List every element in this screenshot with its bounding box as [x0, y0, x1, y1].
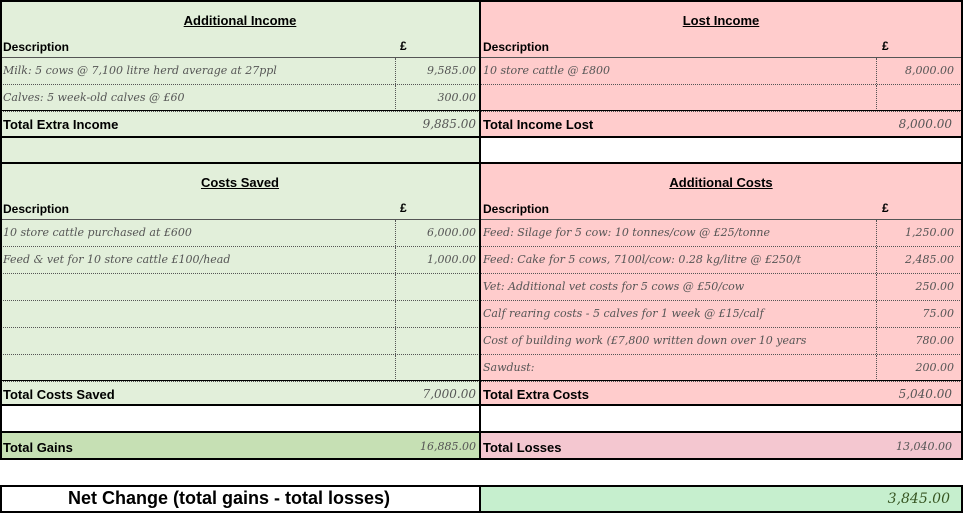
cell-divider — [876, 85, 877, 111]
total-losses-value: 13,040.00 — [896, 440, 952, 453]
row-description: Calves: 5 week-old calves @ £60 — [3, 91, 185, 104]
row-value: 1,000.00 — [427, 253, 476, 266]
total-value: 8,000.00 — [898, 117, 952, 131]
table-row — [0, 301, 480, 328]
lost-income-desc-header: Description — [483, 40, 550, 54]
spacer-row — [0, 137, 480, 163]
border-top — [0, 0, 962, 2]
cell-divider — [395, 301, 396, 327]
row-value: 300.00 — [437, 91, 476, 104]
additional-income-panel — [0, 0, 480, 137]
total-income-lost-row — [480, 112, 962, 137]
total-label: Total Income Lost — [483, 117, 594, 132]
cell-divider — [395, 58, 396, 84]
table-row — [480, 301, 962, 328]
row-description: 10 store cattle purchased at £600 — [3, 226, 192, 239]
row-value: 250.00 — [915, 280, 954, 293]
net-border-bottom — [0, 511, 962, 513]
row-description: Vet: Additional vet costs for 5 cows @ £50/cow — [483, 280, 745, 293]
total-extra-costs-row — [480, 382, 962, 405]
row-description: Calf rearing costs - 5 calves for 1 week @ £15/calf — [483, 307, 764, 320]
table-row — [0, 247, 480, 274]
border-row-5 — [0, 404, 962, 406]
cell-divider — [395, 247, 396, 273]
row-description: Feed & vet for 10 store cattle £100/head — [3, 253, 231, 266]
total-gains-bar — [0, 432, 480, 459]
border-right — [961, 0, 963, 460]
border-row-2 — [0, 136, 962, 138]
total-value: 5,040.00 — [898, 387, 952, 401]
costs-saved-value-header: £ — [400, 201, 407, 215]
net-border-left — [0, 485, 2, 513]
cell-divider — [876, 355, 877, 381]
cell-divider — [876, 58, 877, 84]
row-description: Feed: Silage for 5 cow: 10 tonnes/cow @ £25/tonne — [483, 226, 770, 239]
row-value: 780.00 — [915, 334, 954, 347]
net-change-label-cell — [0, 486, 480, 512]
row-value: 75.00 — [922, 307, 954, 320]
additional-costs-value-header: £ — [882, 201, 889, 215]
table-row — [0, 85, 480, 112]
costs-saved-desc-header: Description — [3, 202, 70, 216]
cell-divider — [395, 85, 396, 111]
cell-divider — [395, 274, 396, 300]
lost-income-panel — [480, 0, 962, 137]
row-value: 200.00 — [915, 361, 954, 374]
total-losses-bar — [480, 432, 962, 459]
additional-costs-desc-header: Description — [483, 202, 550, 216]
total-label: Total Extra Costs — [483, 387, 589, 402]
cell-divider — [876, 274, 877, 300]
border-left — [0, 0, 2, 460]
table-row — [480, 328, 962, 355]
table-row — [480, 247, 962, 274]
total-gains-value: 16,885.00 — [420, 440, 476, 453]
total-losses-label: Total Losses — [483, 440, 562, 455]
lost-income-title: Lost Income — [682, 13, 760, 28]
border-row-3 — [0, 162, 962, 164]
additional-income-desc-header: Description — [3, 40, 70, 54]
net-change-label: Net Change (total gains - total losses) — [68, 488, 391, 508]
cell-divider — [395, 220, 396, 246]
net-change-value: 3,845.00 — [887, 491, 950, 507]
row-description: 10 store cattle @ £800 — [483, 64, 611, 77]
additional-costs-title: Additional Costs — [669, 175, 773, 190]
border-row-4 — [0, 380, 962, 381]
additional-costs-panel — [480, 163, 962, 405]
cell-divider — [395, 328, 396, 354]
row-value: 6,000.00 — [427, 226, 476, 239]
border-row-7 — [0, 458, 962, 460]
table-row — [0, 58, 480, 85]
cell-divider — [876, 247, 877, 273]
row-value: 1,250.00 — [905, 226, 954, 239]
total-gains-label: Total Gains — [3, 440, 73, 455]
cell-divider — [876, 328, 877, 354]
table-row — [480, 58, 962, 85]
table-row — [0, 220, 480, 247]
cell-divider — [876, 301, 877, 327]
table-row — [0, 328, 480, 355]
total-extra-income-row — [0, 112, 480, 137]
row-value: 9,585.00 — [427, 64, 476, 77]
net-border-top — [0, 485, 962, 487]
total-costs-saved-row — [0, 382, 480, 405]
cell-divider — [395, 355, 396, 381]
row-value: 8,000.00 — [905, 64, 954, 77]
cell-divider — [876, 220, 877, 246]
lost-income-value-header: £ — [882, 39, 889, 53]
additional-income-title: Additional Income — [183, 13, 297, 28]
costs-saved-title: Costs Saved — [200, 175, 280, 190]
border-row-6 — [0, 431, 962, 433]
costs-saved-panel — [0, 163, 480, 405]
total-value: 9,885.00 — [422, 117, 476, 131]
border-row-1 — [0, 110, 962, 111]
net-change-value-cell — [480, 486, 962, 512]
total-label: Total Costs Saved — [3, 387, 115, 402]
row-value: 2,485.00 — [905, 253, 954, 266]
table-row — [480, 355, 962, 382]
table-row — [0, 274, 480, 301]
row-description: Sawdust: — [483, 361, 535, 374]
table-row — [0, 355, 480, 382]
table-row — [480, 274, 962, 301]
total-value: 7,000.00 — [422, 387, 476, 401]
table-row — [480, 220, 962, 247]
row-description: Milk: 5 cows @ 7,100 litre herd average at 27ppl — [3, 64, 277, 77]
total-label: Total Extra Income — [3, 117, 119, 132]
border-center — [479, 0, 481, 460]
net-border-center — [479, 485, 481, 513]
row-description: Cost of building work (£7,800 written down over 10 years — [483, 334, 807, 347]
row-description: Feed: Cake for 5 cows, 7100l/cow: 0.28 kg/litre @ £250/t — [483, 253, 802, 266]
additional-income-value-header: £ — [400, 39, 407, 53]
table-row — [480, 85, 962, 112]
net-border-right — [961, 485, 963, 513]
